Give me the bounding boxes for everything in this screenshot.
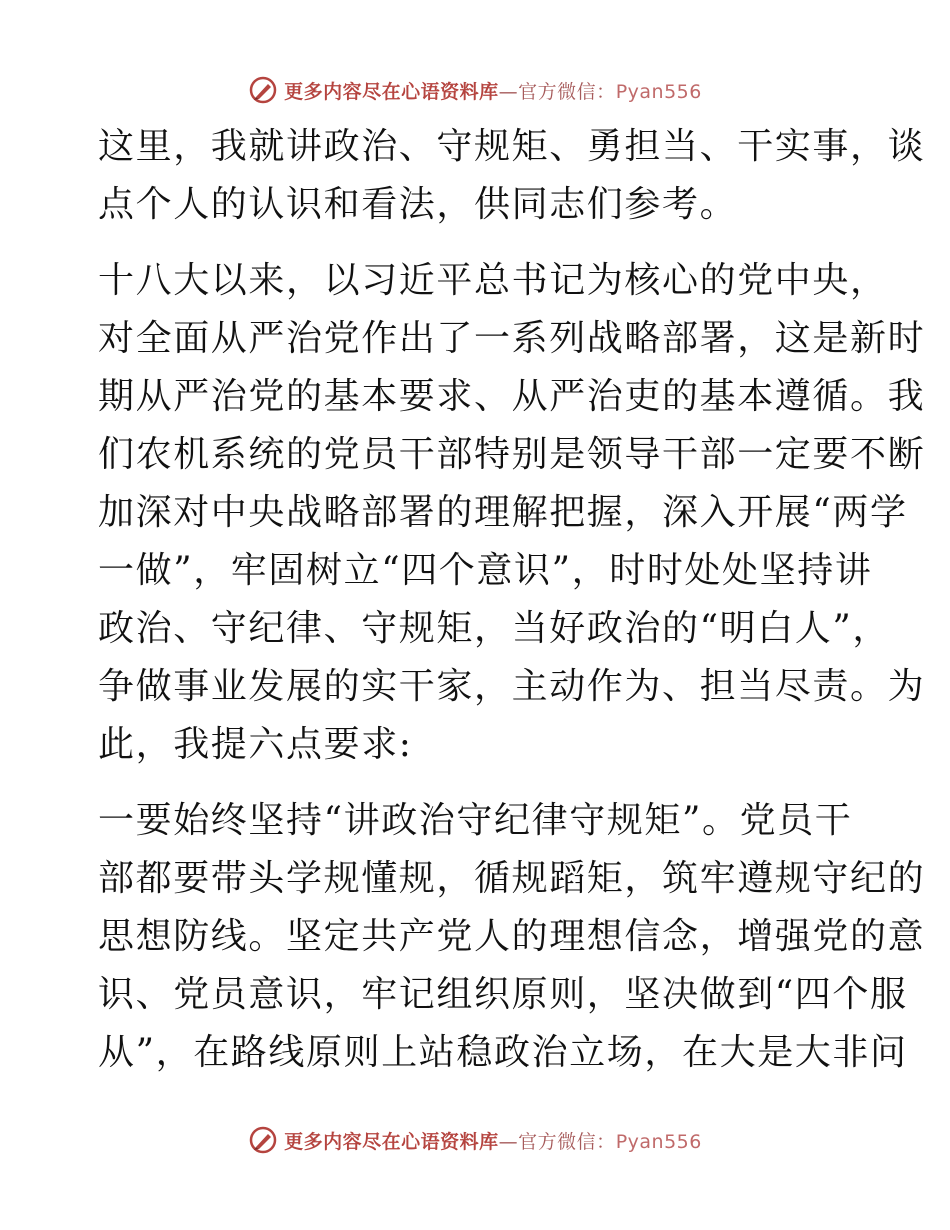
watermark-dash: — (498, 1130, 519, 1153)
text-line: 政治、守纪律、守规矩，当好政治的“明白人”， (98, 608, 891, 649)
watermark-id: Pyan556 (615, 1130, 702, 1153)
text-line: 部都要带头学规懂规，循规蹈矩，筑牢遵规守纪的 (98, 858, 926, 899)
text-line: 十八大以来，以习近平总书记为核心的党中央， (98, 260, 888, 301)
text-line: 这里，我就讲政治、守规矩、勇担当、干实事，谈 (98, 126, 926, 167)
text-line: 此，我提六点要求: (98, 724, 413, 765)
watermark-sub: 官方微信： (518, 1130, 616, 1153)
text-line: 点个人的认识和看法，供同志们参考。 (98, 184, 738, 225)
text-line: 一做”，牢固树立“四个意识”，时时处处坚持讲 (98, 550, 873, 591)
watermark-text (284, 77, 702, 104)
pen-logo-icon (248, 75, 278, 105)
footer-watermark (0, 1120, 950, 1160)
text-line: 争做事业发展的实干家，主动作为、担当尽责。为 (98, 666, 926, 707)
paragraph-2 (98, 252, 926, 774)
text-line: 一要始终坚持“讲政治守纪律守规矩”。党员干 (98, 800, 853, 841)
watermark-dash: — (498, 80, 519, 103)
text-line: 对全面从严治党作出了一系列战略部署，这是新时 (98, 318, 926, 359)
paragraph-1 (98, 118, 926, 234)
text-line: 们农机系统的党员干部特别是领导干部一定要不断 (98, 434, 926, 475)
watermark-main: 更多内容尽在心语资料库 (284, 1130, 499, 1153)
pen-logo-icon (248, 1125, 278, 1155)
watermark-id: Pyan556 (615, 80, 702, 103)
header-watermark (0, 70, 950, 110)
text-line: 期从严治党的基本要求、从严治吏的基本遵循。我 (98, 376, 926, 417)
text-line: 识、党员意识，牢记组织原则，坚决做到“四个服 (98, 974, 908, 1015)
document-body (98, 118, 926, 1082)
watermark-text (284, 1127, 702, 1154)
paragraph-3 (98, 792, 926, 1082)
text-line: 思想防线。坚定共产党人的理想信念，增强党的意 (98, 916, 926, 957)
text-line: 从”，在路线原则上站稳政治立场，在大是大非问 (98, 1032, 908, 1073)
text-line: 加深对中央战略部署的理解把握，深入开展“两学 (98, 492, 908, 533)
watermark-sub: 官方微信： (518, 80, 616, 103)
watermark-main: 更多内容尽在心语资料库 (284, 80, 499, 103)
